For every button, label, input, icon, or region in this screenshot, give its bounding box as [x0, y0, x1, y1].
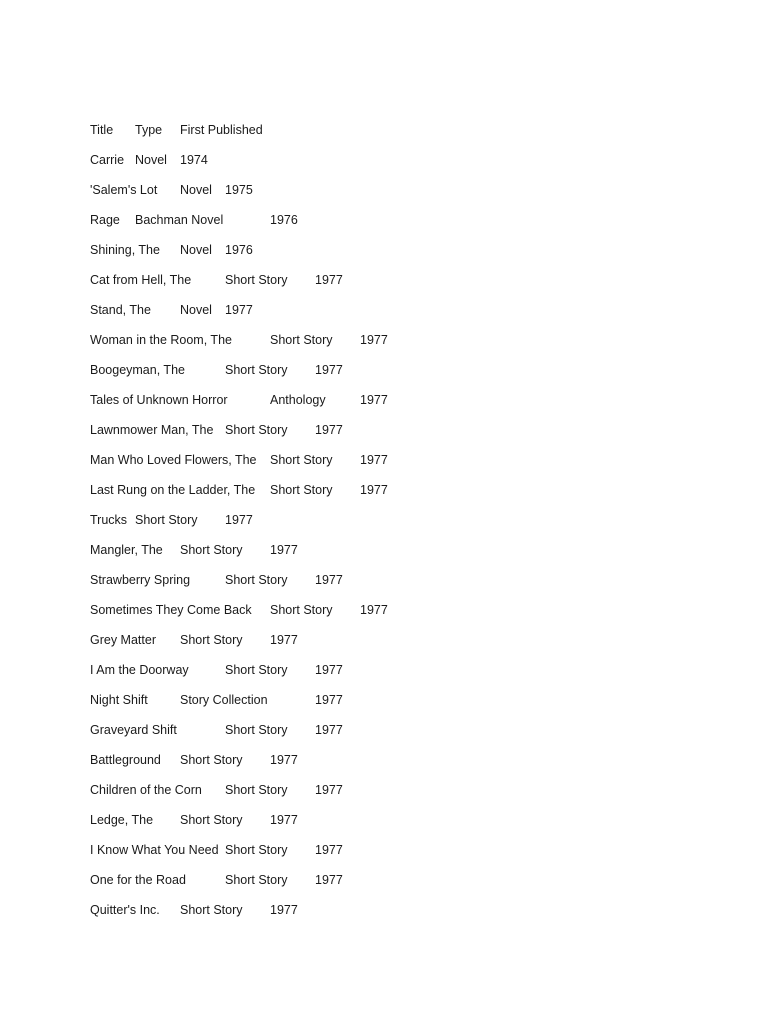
entry-year: 1977 [315, 783, 343, 797]
entry-title: Sometimes They Come Back [90, 603, 252, 617]
entry-type: Bachman Novel [135, 213, 224, 227]
entry-type: Story Collection [180, 693, 268, 707]
entry-year: 1977 [225, 513, 253, 527]
entry-type: Short Story [225, 723, 288, 737]
entry-type: Short Story [270, 333, 333, 347]
entry-title: Last Rung on the Ladder, The [90, 483, 256, 497]
entry-type: Short Story [225, 783, 288, 797]
entry-type: Short Story [225, 663, 288, 677]
entry-title: Trucks [90, 513, 128, 527]
entry-type: Novel [135, 153, 167, 167]
entry-title: Stand, The [90, 303, 151, 317]
entry-title: Rage [90, 213, 120, 227]
entry-title: Mangler, The [90, 543, 163, 557]
header-year: First Published [180, 123, 263, 137]
entry-title: Grey Matter [90, 633, 156, 647]
entry-year: 1977 [315, 273, 343, 287]
entry-title: I Know What You Need [90, 843, 219, 857]
entry-year: 1976 [270, 213, 298, 227]
entry-title: Strawberry Spring [90, 573, 191, 587]
entry-title: Boogeyman, The [90, 363, 185, 377]
entry-type: Short Story [225, 573, 288, 587]
entry-type: Novel [180, 243, 212, 257]
entry-year: 1977 [270, 633, 298, 647]
entry-year: 1977 [315, 573, 343, 587]
entry-type: Novel [180, 183, 212, 197]
entry-type: Short Story [180, 633, 243, 647]
entry-title: Woman in the Room, The [90, 333, 232, 347]
entry-title: Carrie [90, 153, 125, 167]
entry-type: Short Story [225, 843, 288, 857]
entry-type: Short Story [135, 513, 198, 527]
entry-title: 'Salem's Lot [90, 183, 158, 197]
entry-title: Shining, The [90, 243, 160, 257]
entry-type: Novel [180, 303, 212, 317]
entry-title: Cat from Hell, The [90, 273, 192, 287]
entry-type: Short Story [180, 543, 243, 557]
entry-year: 1977 [315, 723, 343, 737]
entry-year: 1977 [360, 483, 388, 497]
entry-title: Battleground [90, 753, 161, 767]
entry-type: Short Story [225, 363, 288, 377]
entry-year: 1977 [360, 453, 388, 467]
entry-type: Anthology [270, 393, 326, 407]
entry-year: 1977 [315, 693, 343, 707]
entry-year: 1977 [270, 753, 298, 767]
entry-year: 1977 [270, 903, 298, 917]
entry-year: 1977 [315, 423, 343, 437]
entry-year: 1974 [180, 153, 208, 167]
entry-type: Short Story [225, 423, 288, 437]
entry-year: 1977 [270, 813, 298, 827]
entry-title: Ledge, The [90, 813, 154, 827]
entry-year: 1977 [270, 543, 298, 557]
entry-type: Short Story [270, 483, 333, 497]
entry-type: Short Story [270, 603, 333, 617]
entry-type: Short Story [225, 273, 288, 287]
entry-title: Quitter's Inc. [90, 903, 160, 917]
entry-title: Graveyard Shift [90, 723, 177, 737]
entry-title: Man Who Loved Flowers, The [90, 453, 257, 467]
entry-year: 1976 [225, 243, 253, 257]
entry-title: Lawnmower Man, The [90, 423, 214, 437]
entry-title: One for the Road [90, 873, 186, 887]
entry-type: Short Story [180, 813, 243, 827]
entry-year: 1975 [225, 183, 253, 197]
entry-year: 1977 [360, 603, 388, 617]
entry-title: Night Shift [90, 693, 148, 707]
entry-title: I Am the Doorway [90, 663, 189, 677]
entry-type: Short Story [270, 453, 333, 467]
header-title: Title [90, 123, 114, 137]
entry-type: Short Story [225, 873, 288, 887]
entry-type: Short Story [180, 903, 243, 917]
entry-year: 1977 [315, 663, 343, 677]
entry-year: 1977 [225, 303, 253, 317]
header-type: Type [135, 123, 163, 137]
entry-year: 1977 [315, 873, 343, 887]
entry-type: Short Story [180, 753, 243, 767]
entry-title: Tales of Unknown Horror [90, 393, 228, 407]
entry-year: 1977 [315, 363, 343, 377]
entry-year: 1977 [315, 843, 343, 857]
entry-year: 1977 [360, 393, 388, 407]
entry-title: Children of the Corn [90, 783, 202, 797]
entry-year: 1977 [360, 333, 388, 347]
